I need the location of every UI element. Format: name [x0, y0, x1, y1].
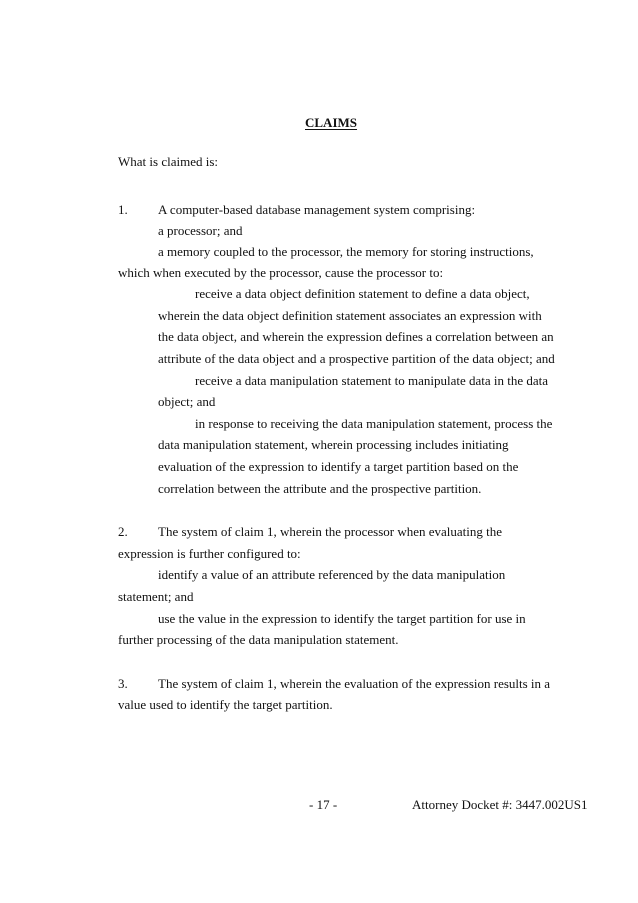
- claim-line: correlation between the attribute and the prospective partition.: [158, 481, 482, 496]
- claim-line: identify a value of an attribute referenced by the data manipulation: [158, 567, 506, 582]
- claim-line: statement; and: [118, 589, 194, 604]
- claim-line: data manipulation statement, wherein processing includes initiating: [158, 437, 509, 452]
- attorney-docket: Attorney Docket #: 3447.002US1: [412, 797, 588, 812]
- claim-line: receive a data manipulation statement to manipulate data in the data: [195, 373, 549, 388]
- claim-line: expression is further configured to:: [118, 546, 301, 561]
- claims-preamble: What is claimed is:: [118, 154, 219, 169]
- claim-line: in response to receiving the data manipulation statement, process the: [195, 416, 553, 431]
- claim-number: 3.: [118, 676, 128, 691]
- claim-line: wherein the data object definition statement associates an expression with: [158, 308, 542, 323]
- page-number: - 17 -: [309, 797, 338, 812]
- claim-line: object; and: [158, 394, 216, 409]
- claim-line: further processing of the data manipulation statement.: [118, 632, 399, 647]
- claim-line: a memory coupled to the processor, the memory for storing instructions,: [158, 244, 534, 259]
- claim-line: use the value in the expression to identify the target partition for use in: [158, 611, 526, 626]
- claims-heading: CLAIMS: [305, 115, 358, 130]
- claim-line: A computer-based database management system comprising:: [158, 202, 476, 217]
- claim-line: The system of claim 1, wherein the processor when evaluating the: [158, 524, 503, 539]
- claim-line: receive a data object definition statement to define a data object,: [195, 286, 530, 301]
- claim-line: The system of claim 1, wherein the evaluation of the expression results in a: [158, 676, 551, 691]
- claim-line: evaluation of the expression to identify a target partition based on the: [158, 459, 519, 474]
- claim-number: 2.: [118, 524, 128, 539]
- claim-number: 1.: [118, 202, 128, 217]
- claim-line: attribute of the data object and a prospective partition of the data object; and: [158, 351, 555, 366]
- claim-line: the data object, and wherein the expression defines a correlation between an: [158, 329, 554, 344]
- claim-line: a processor; and: [158, 223, 243, 238]
- claim-line: value used to identify the target partition.: [118, 697, 333, 712]
- claim-line: which when executed by the processor, cause the processor to:: [118, 265, 444, 280]
